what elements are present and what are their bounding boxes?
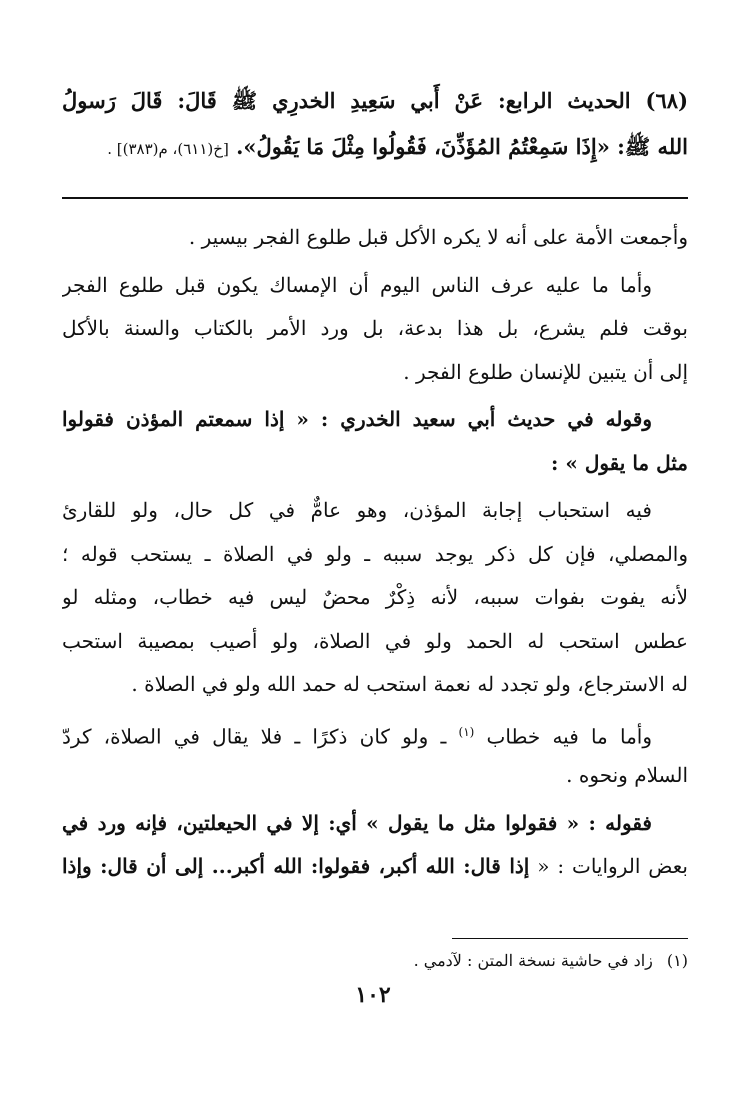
text-segment: بعض الروايات : « (529, 854, 688, 878)
hadith-header (62, 78, 688, 170)
paragraph-line: إلى أن يتبين للإنسان طلوع الفجر . (403, 359, 688, 384)
paragraph-line: السلام ونحوه . (566, 763, 688, 787)
paragraph-line: وأما ما عليه عرف الناس اليوم أن الإمساك يكون قبل طلوع الفجر (62, 272, 652, 297)
paragraph-line (62, 398, 688, 442)
paragraph-line (62, 711, 688, 755)
quote-close: » : (551, 450, 585, 475)
paragraph-line: له الاسترجاع، ولو تجدد له نعمة استحب له حمد الله ولو في الصلاة . (131, 672, 688, 696)
paragraph-line (62, 802, 688, 846)
hadith-line-1: (٦٨) الحديث الرابع: عَنْ أَبي سَعِيدِ الخدرِي ﷺ قَالَ: قَالَ رَسولُ (62, 88, 688, 113)
paragraph-line: وأجمعت الأمة على أنه لا يكره الأكل قبل طلوع الفجر بيسير . (188, 225, 688, 249)
commentary-text (62, 216, 688, 889)
header-separator (62, 197, 688, 199)
paragraph-line: عطس استحب له الحمد ولو في الصلاة، ولو أصيب بمصيبة استحب (62, 628, 688, 653)
hadith-text: الله ﷺ: «إِذَا سَمِعْتُمُ المُؤَذِّنَ، فَقُولُوا مِثْلَ مَا يَقُولُ». (236, 134, 688, 159)
paragraph-line: لأنه يفوت بفوات سببه، لأنه ذِكْرٌ محضٌ ليس فيه خطاب، ومثله لو (62, 585, 688, 609)
footnote-text: زاد في حاشية نسخة المتن : لآدمي . (413, 951, 653, 970)
paragraph-line: فيه استحباب إجابة المؤذن، وهو عامٌّ في كل حال، ولو للقارئ (62, 498, 652, 522)
paragraph-line: والمصلي، فإن كل ذكر يوجد سببه ـ ولو في الصلاة ـ يستحب قوله ؛ (62, 541, 688, 566)
footnote-number: (١) (666, 951, 688, 970)
page-number: ١٠٢ (355, 982, 391, 1008)
paragraph-line (62, 442, 688, 486)
hadith-quote: مثل ما يقول (584, 450, 688, 475)
hadith-quote: إذا قال: الله أكبر، فقولوا: الله أكبر... إلى أن قال: وإذا (62, 854, 530, 878)
hadith-quote: إذا سمعتم المؤذن فقولوا (62, 407, 285, 431)
paragraph-line: بوقت فلم يشرع، بل هذا بدعة، بل ورد الأمر بالكتاب والسنة بالأكل (62, 316, 688, 340)
hadith-line-2 (62, 124, 688, 170)
text-segment: ـ ولو كان ذكرًا ـ فلا يقال في الصلاة، كردّ (62, 724, 459, 749)
bold-segment: فقوله : « فقولوا مثل ما يقول » أي: إلا في الحيعلتين، فإنه ورد في (62, 810, 652, 835)
paragraph-line (62, 845, 688, 889)
hadith-reference: [خ(٦١١)، م(٣٨٣)] . (107, 140, 229, 158)
footnote (414, 948, 688, 974)
footnote-marker: (١) (458, 724, 475, 739)
text-segment: وأما ما فيه خطاب (474, 724, 652, 749)
quoted-label: وقوله في حديث أبي سعيد الخدري : « (284, 407, 652, 431)
footnote-separator (452, 938, 688, 939)
